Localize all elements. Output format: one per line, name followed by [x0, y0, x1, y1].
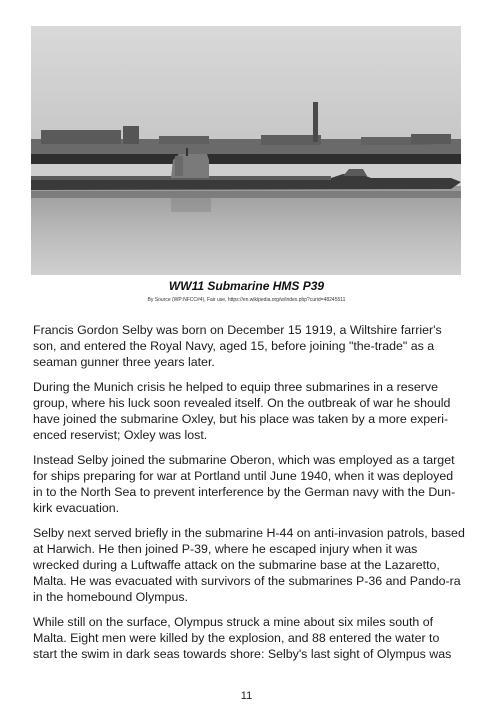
paragraph: While still on the surface, Olympus struck a mine about six miles south of Malta. Eight men were killed by the explosion, and 88 entered the water to start the swim in dark seas towards shore: Selby's last sight of Olympus was	[33, 615, 452, 661]
paragraph: During the Munich crisis he helped to equip three submarines in a reserve group, where his luck soon revealed itself. On the outbreak of war he should have joined the submarine Oxley, but his place was taken by a more experi-enced reservist; Oxley was lost.	[33, 380, 451, 442]
submarine-photo	[31, 26, 461, 275]
paragraph: Francis Gordon Selby was born on December 15 1919, a Wiltshire farrier's son, and entered the Royal Navy, aged 15, before joining "the-trade" as a seaman gunner three years later.	[33, 323, 442, 369]
paragraph: Selby next served briefly in the submarine H-44 on anti-invasion patrols, based at Harwich. He then joined P-39, where he escaped injury when it was wrecked during a Luftwaffe attack on the submarine base at the Lazaretto, Malta. He was evacuated with survivors of the submarines P-36 and Pando-ra in the homebound Olympus.	[33, 526, 465, 604]
figure-source-credit: By Source (WP:NFCC#4), Fair use, https://en.wikipedia.org/w/index.php?curid=48245511	[147, 297, 346, 303]
article-body	[33, 322, 465, 671]
paragraph: Instead Selby joined the submarine Oberon, which was employed as a target for ships preparing for war at Portland until June 1940, when it was deployed in to the North Sea to prevent interference by the German navy with the Dun-kirk evacuation.	[33, 453, 456, 515]
page-number: 11	[240, 690, 253, 702]
figure-caption: WW11 Submarine HMS P39	[168, 279, 325, 293]
